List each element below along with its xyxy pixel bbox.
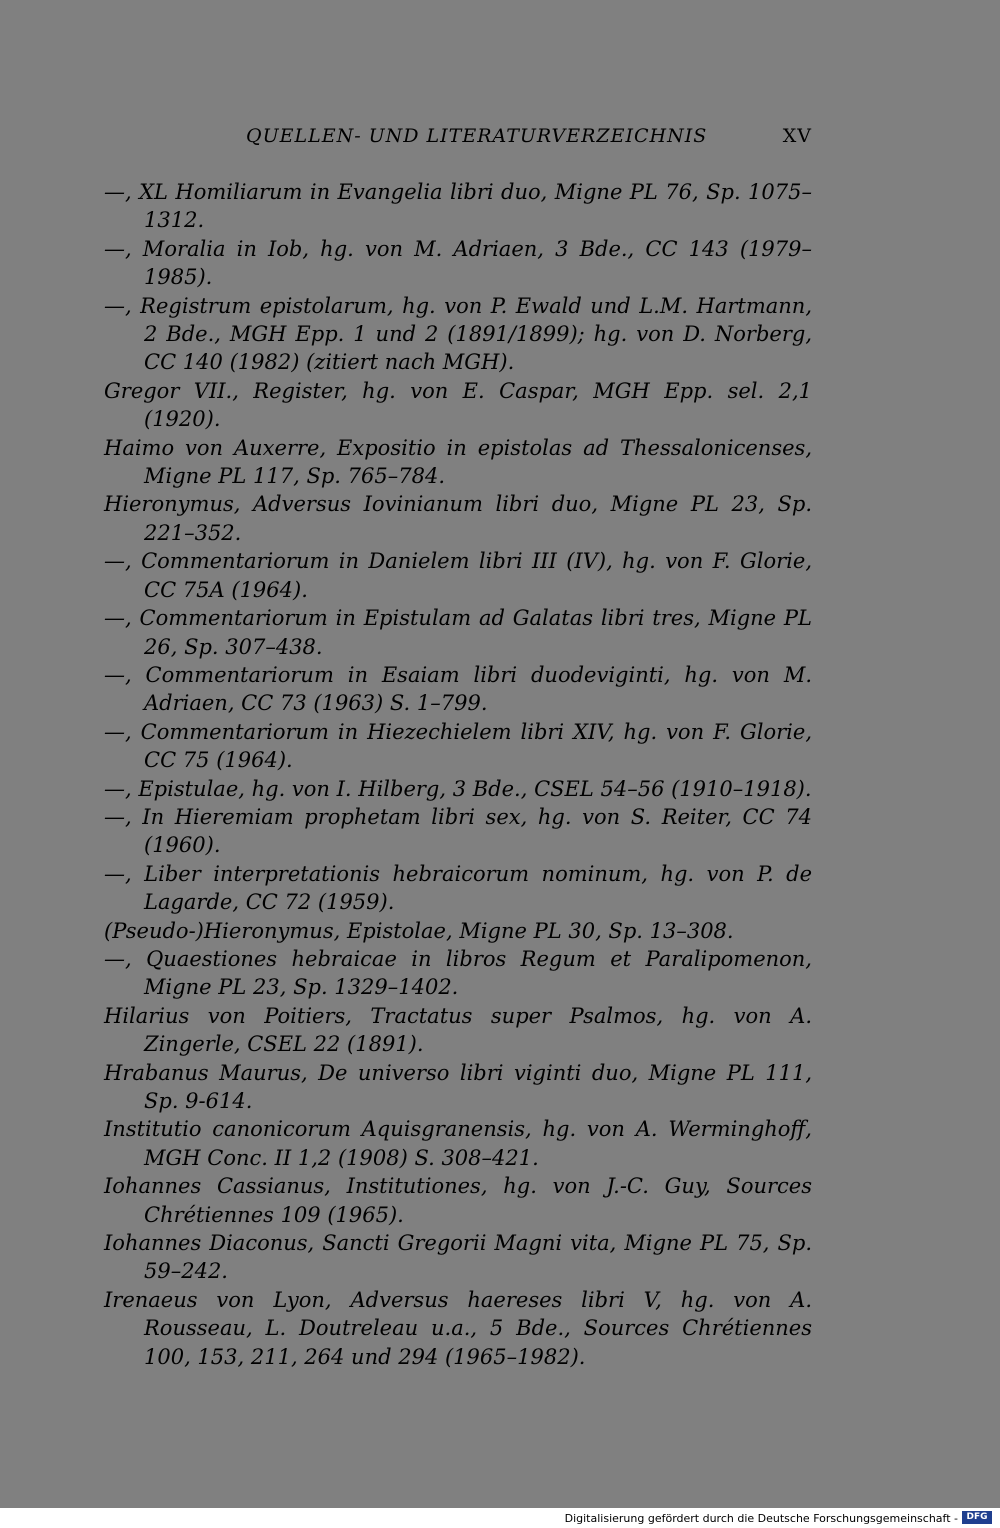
bibliography-entry: Hrabanus Maurus, De universo libri viginti duo, Migne PL 111, Sp. 9-614. — [104, 1060, 812, 1113]
funding-credit: Digitalisierung gefördert durch die Deutsche Forschungsgemeinschaft - — [564, 1512, 958, 1525]
bibliography-entry: —, Commentariorum in Esaiam libri duodeviginti, hg. von M. Adriaen, CC 73 (1963) S. 1–799. — [104, 662, 812, 716]
bibliography-entry: —, Moralia in Iob, hg. von M. Adriaen, 3 Bde., CC 143 (1979–1985). — [104, 236, 812, 290]
bibliography-entry: Institutio canonicorum Aquisgranensis, hg. von A. Werminghoff, MGH Conc. II 1,2 (1908) S. 308–421. — [104, 1117, 812, 1170]
page-number: XV — [782, 125, 812, 147]
bibliography-entry: —, Quaestiones hebraicae in libros Regum et Paralipomenon, Migne PL 23, Sp. 1329–1402. — [104, 946, 812, 1000]
digitization-footer — [0, 1508, 1000, 1528]
bibliography-entry: —, Commentariorum in Hiezechielem libri XIV, hg. von F. Glorie, CC 75 (1964). — [104, 719, 812, 773]
bibliography-entry: Irenaeus von Lyon, Adversus haereses libri V, hg. von A. Rousseau, L. Doutreleau u.a., 5 Bde., Sources Chrétiennes 100, 153, 211, 264 und 294 (1965–1982). — [104, 1287, 812, 1369]
bibliography-entry: —, In Hieremiam prophetam libri sex, hg. von S. Reiter, CC 74 (1960). — [104, 804, 812, 858]
bibliography-entry: Haimo von Auxerre, Expositio in epistolas ad Thessalonicenses, Migne PL 117, Sp. 765–784. — [104, 435, 812, 489]
running-head — [104, 125, 812, 153]
bibliography-entry: (Pseudo-)Hieronymus, Epistolae, Migne PL 30, Sp. 13–308. — [104, 918, 734, 943]
dfg-logo-icon: DFG — [962, 1511, 992, 1524]
bibliography-entry: Gregor VII., Register, hg. von E. Caspar, MGH Epp. sel. 2,1 (1920). — [104, 378, 812, 432]
bibliography-list — [104, 178, 812, 1371]
bibliography-entry: —, XL Homiliarum in Evangelia libri duo, Migne PL 76, Sp. 1075–1312. — [104, 180, 812, 233]
bibliography-entry: Hilarius von Poitiers, Tractatus super Psalmos, hg. von A. Zingerle, CSEL 22 (1891). — [104, 1003, 812, 1057]
bibliography-entry: —, Commentariorum in Epistulam ad Galatas libri tres, Migne PL 26, Sp. 307–438. — [104, 606, 812, 659]
bibliography-entry: Hieronymus, Adversus Iovinianum libri duo, Migne PL 23, Sp. 221–352. — [104, 492, 812, 545]
bibliography-entry: —, Epistulae, hg. von I. Hilberg, 3 Bde., CSEL 54–56 (1910–1918). — [104, 776, 812, 801]
bibliography-entry: Iohannes Diaconus, Sancti Gregorii Magni vita, Migne PL 75, Sp. 59–242. — [104, 1231, 812, 1284]
bibliography-entry: —, Liber interpretationis hebraicorum nominum, hg. von P. de Lagarde, CC 72 (1959). — [104, 861, 812, 915]
bibliography-entry: Iohannes Cassianus, Institutiones, hg. von J.-C. Guy, Sources Chrétiennes 109 (1965). — [104, 1174, 812, 1227]
bibliography-entry: —, Commentariorum in Danielem libri III (IV), hg. von F. Glorie, CC 75A (1964). — [104, 549, 812, 602]
bibliography-entry: —, Registrum epistolarum, hg. von P. Ewald und L.M. Hartmann, 2 Bde., MGH Epp. 1 und 2 (1891/1899); hg. von D. Norberg, CC 140 (1982) (zitiert nach MGH). — [104, 293, 812, 375]
running-head-title: QUELLEN- UND LITERATURVERZEICHNIS — [246, 125, 708, 147]
